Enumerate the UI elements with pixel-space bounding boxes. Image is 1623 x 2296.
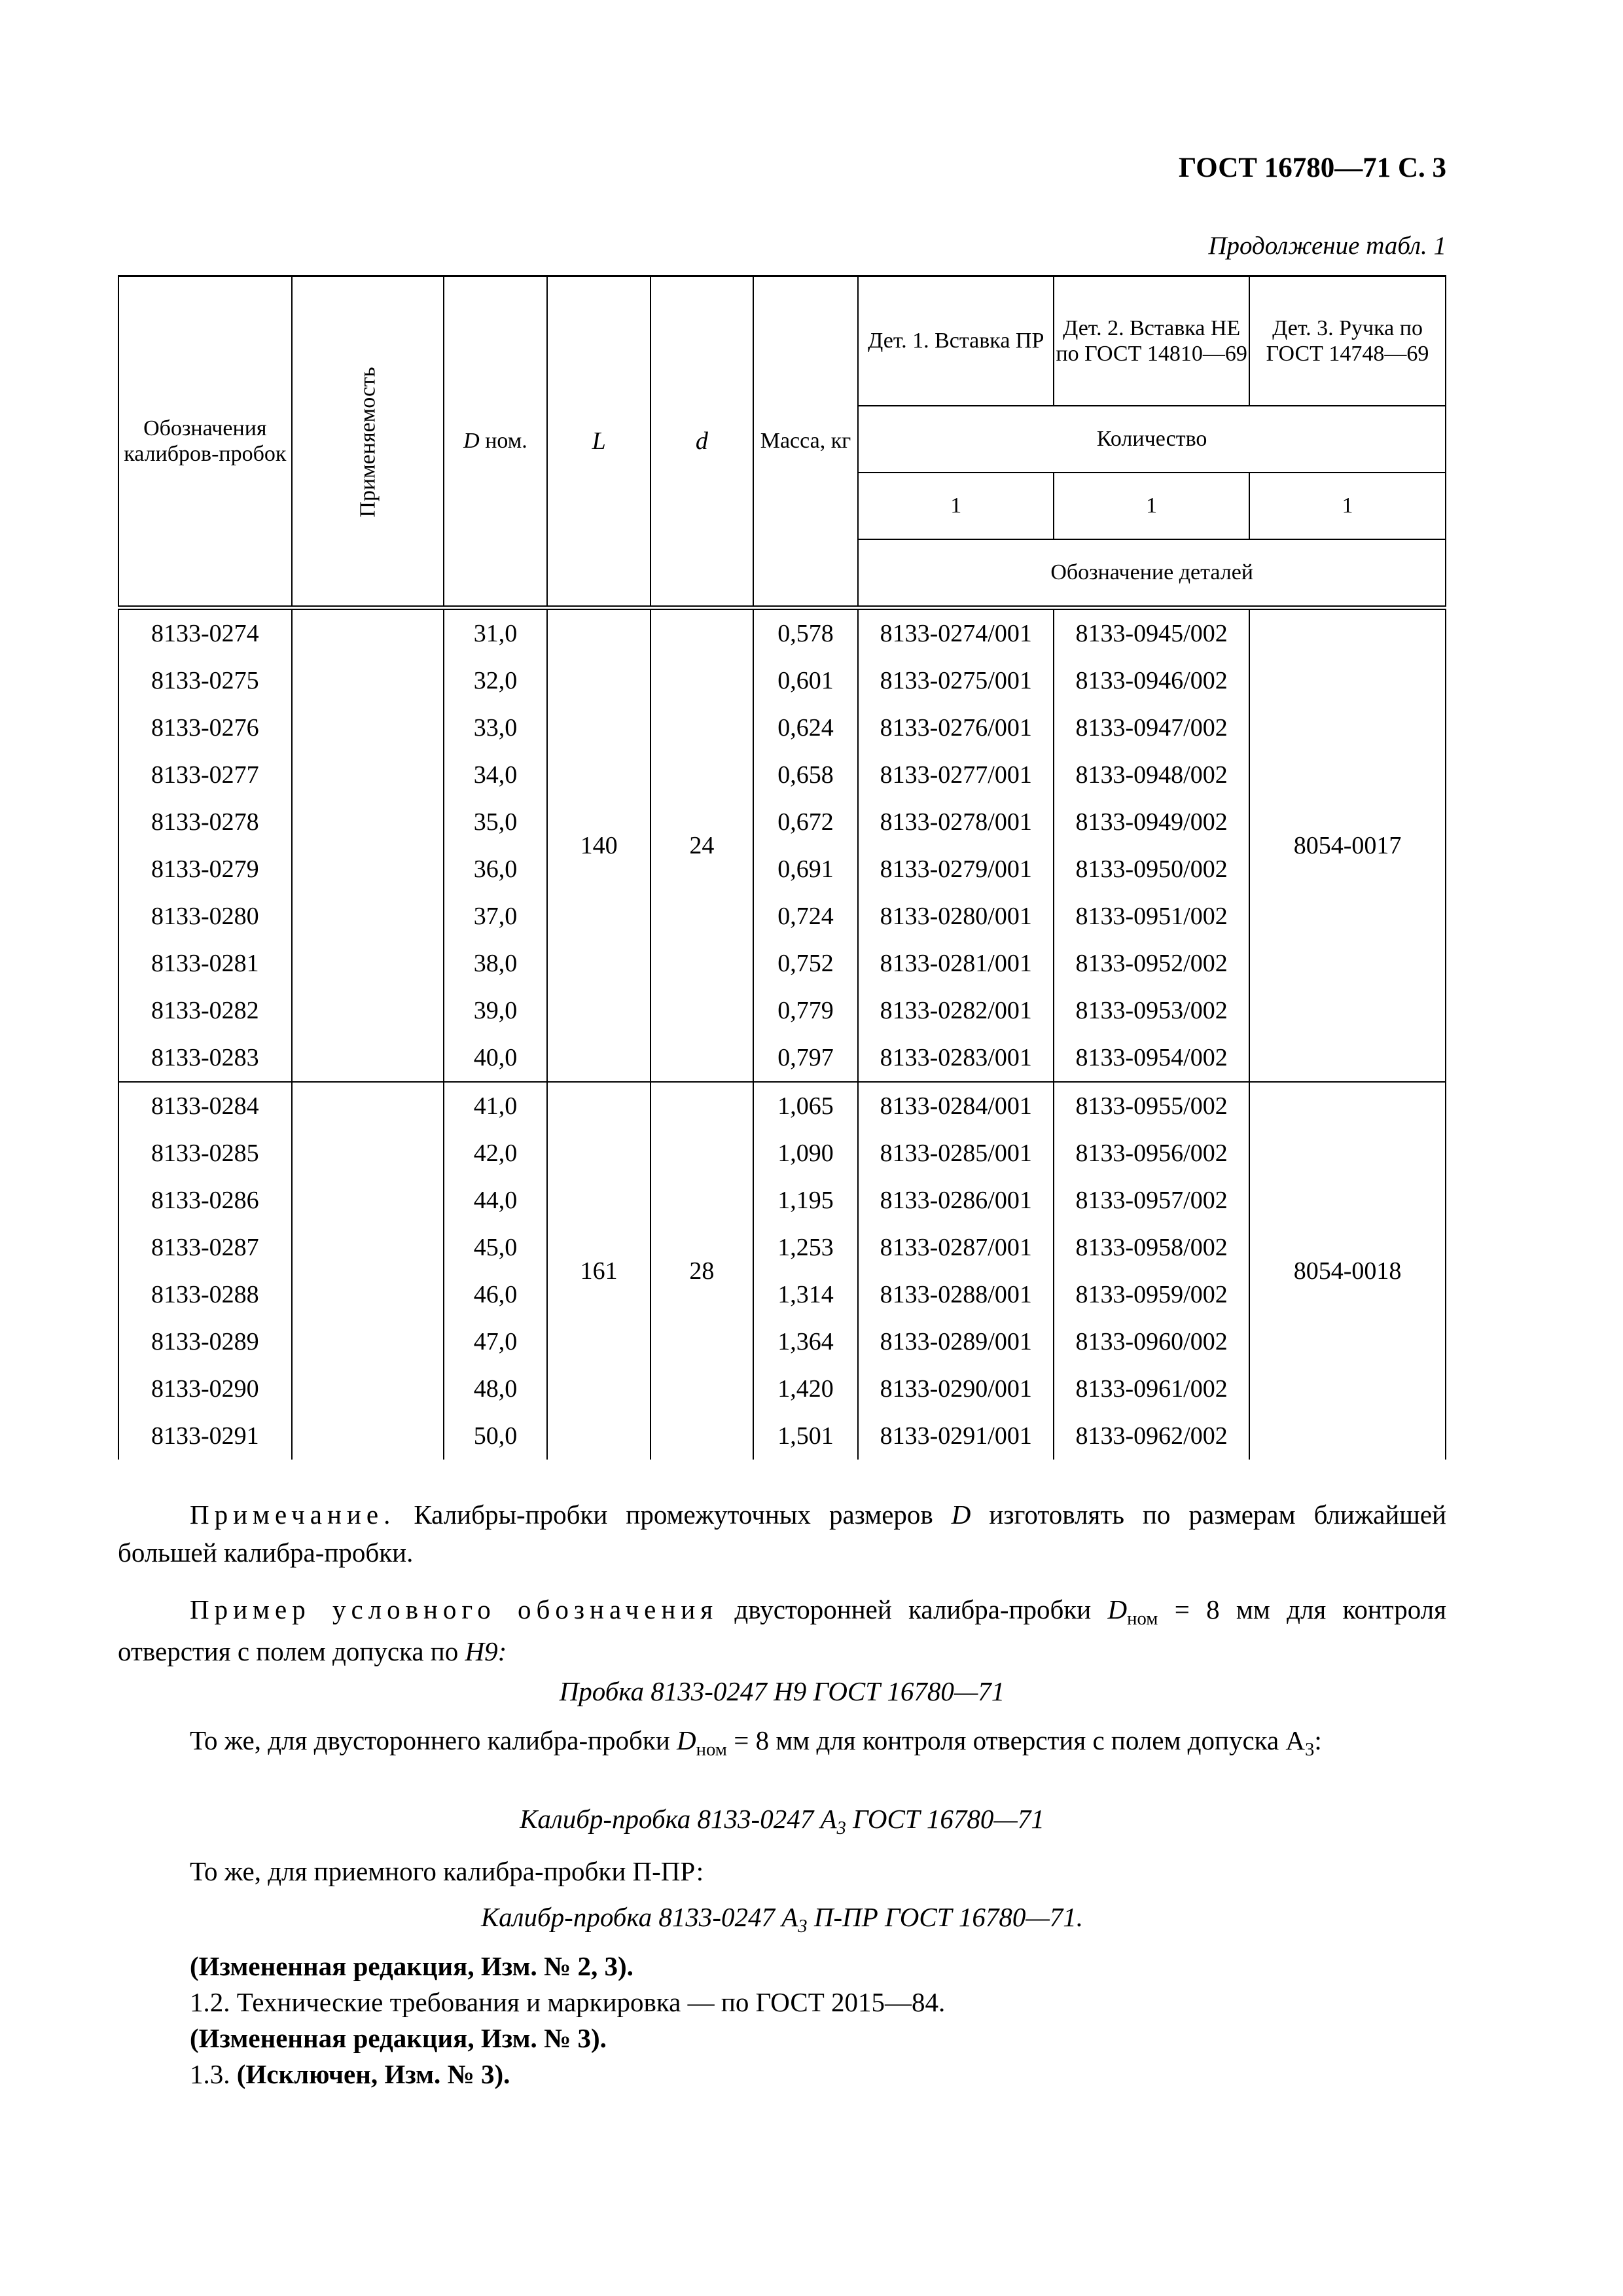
- cell-dnom: 45,0: [444, 1224, 547, 1271]
- calibration-plug-table: [118, 275, 1446, 1460]
- cell-applicability: [292, 1177, 444, 1224]
- cell-applicability: [292, 704, 444, 751]
- cell-dnom: 41,0: [444, 1082, 547, 1130]
- cell-det1: 8133-0274/001: [858, 608, 1054, 658]
- cell-applicability: [292, 1224, 444, 1271]
- cell-dnom: 50,0: [444, 1412, 547, 1460]
- example-label: Пример условного обозначения: [190, 1594, 719, 1624]
- cell-applicability: [292, 1365, 444, 1412]
- cell-det2: 8133-0948/002: [1054, 751, 1249, 798]
- same1-sub2: 3: [1305, 1739, 1315, 1761]
- cell-mass: 0,624: [753, 704, 859, 751]
- header-det1: Дет. 1. Вставка ПР: [858, 276, 1054, 406]
- cell-dnom: 40,0: [444, 1034, 547, 1082]
- revision-note-1: (Измененная редакция, Изм. № 2, 3).: [190, 1951, 633, 1981]
- same1-text-a: То же, для двустороннего калибра-пробки: [190, 1725, 677, 1755]
- cell-det1: 8133-0280/001: [858, 893, 1054, 940]
- cell-applicability: [292, 1318, 444, 1365]
- table-header: [118, 276, 1446, 608]
- cell-applicability: [292, 846, 444, 893]
- cell-d: 24: [651, 608, 753, 1083]
- cell-det2: 8133-0962/002: [1054, 1412, 1249, 1460]
- cell-dnom: 33,0: [444, 704, 547, 751]
- cell-designation: 8133-0289: [118, 1318, 292, 1365]
- cell-det2: 8133-0959/002: [1054, 1271, 1249, 1318]
- cell-det2: 8133-0954/002: [1054, 1034, 1249, 1082]
- cell-dnom: 34,0: [444, 751, 547, 798]
- header-part-designation: Обозначение деталей: [858, 539, 1446, 608]
- same1-sym: D: [677, 1725, 696, 1755]
- cell-mass: 1,501: [753, 1412, 859, 1460]
- cell-mass: 1,065: [753, 1082, 859, 1130]
- header-dnom-symbol: D: [463, 429, 480, 454]
- cell-det2: 8133-0957/002: [1054, 1177, 1249, 1224]
- line3-b: П-ПР ГОСТ 16780—71.: [807, 1902, 1084, 1932]
- cell-det2: 8133-0955/002: [1054, 1082, 1249, 1130]
- same1-text-b: = 8 мм для контроля отверстия с полем допуска А: [726, 1725, 1306, 1755]
- table-row: [118, 1224, 1446, 1271]
- cell-applicability: [292, 987, 444, 1034]
- cell-applicability: [292, 893, 444, 940]
- cell-dnom: 37,0: [444, 893, 547, 940]
- note-text-a: Калибры-пробки промежуточных размеров: [395, 1499, 952, 1530]
- same1-sub: ном: [696, 1739, 727, 1761]
- cell-applicability: [292, 751, 444, 798]
- cell-designation: 8133-0286: [118, 1177, 292, 1224]
- cell-det2: 8133-0946/002: [1054, 657, 1249, 704]
- cell-L: 161: [547, 1082, 651, 1460]
- header-det2: Дет. 2. Вставка НЕ по ГОСТ 14810—69: [1054, 276, 1249, 406]
- note-paragraph: [118, 1496, 1446, 1571]
- example-dnom-sym: D: [1107, 1594, 1128, 1624]
- cell-applicability: [292, 940, 444, 987]
- header-dnom: [444, 276, 547, 608]
- header-d: d: [651, 276, 753, 608]
- cell-designation: 8133-0279: [118, 846, 292, 893]
- cell-det2: 8133-0956/002: [1054, 1130, 1249, 1177]
- table-row: [118, 940, 1446, 987]
- cell-designation: 8133-0288: [118, 1271, 292, 1318]
- table-row: [118, 987, 1446, 1034]
- cell-applicability: [292, 1082, 444, 1130]
- cell-dnom: 31,0: [444, 608, 547, 658]
- table-row: [118, 751, 1446, 798]
- cell-mass: 0,779: [753, 987, 859, 1034]
- cell-designation: 8133-0291: [118, 1412, 292, 1460]
- cell-dnom: 44,0: [444, 1177, 547, 1224]
- cell-dnom: 48,0: [444, 1365, 547, 1412]
- cell-det1: 8133-0276/001: [858, 704, 1054, 751]
- example-field: H9:: [465, 1636, 507, 1666]
- cell-det1: 8133-0288/001: [858, 1271, 1054, 1318]
- cell-mass: 1,253: [753, 1224, 859, 1271]
- table-row: [118, 1130, 1446, 1177]
- cell-applicability: [292, 1271, 444, 1318]
- cell-dnom: 38,0: [444, 940, 547, 987]
- cell-det1: 8133-0291/001: [858, 1412, 1054, 1460]
- table-row: [118, 1365, 1446, 1412]
- table-row: [118, 1177, 1446, 1224]
- header-quantity: Количество: [858, 406, 1446, 473]
- example-line-1: Пробка 8133-0247 H9 ГОСТ 16780—71: [559, 1676, 1005, 1706]
- header-L: L: [547, 276, 651, 608]
- example-text-a: двусторонней калибра-пробки: [718, 1594, 1108, 1624]
- cell-mass: 0,578: [753, 608, 859, 658]
- cell-mass: 0,724: [753, 893, 859, 940]
- table-row: [118, 608, 1446, 658]
- cell-det3: 8054-0018: [1249, 1082, 1446, 1460]
- cell-mass: 0,658: [753, 751, 859, 798]
- header-applicability-text: Применяемость: [355, 367, 380, 518]
- cell-det2: 8133-0953/002: [1054, 987, 1249, 1034]
- header-designation: Обозначения калибров-пробок: [118, 276, 292, 608]
- example-line-2: [118, 1803, 1446, 1839]
- revision-note-2: (Измененная редакция, Изм. № 3).: [190, 2023, 607, 2053]
- cell-det3: 8054-0017: [1249, 608, 1446, 1083]
- cell-mass: 0,601: [753, 657, 859, 704]
- cell-det2: 8133-0945/002: [1054, 608, 1249, 658]
- table-row: [118, 1271, 1446, 1318]
- cell-det1: 8133-0277/001: [858, 751, 1054, 798]
- same-paragraph-1: [118, 1721, 1446, 1763]
- cell-dnom: 35,0: [444, 798, 547, 846]
- cell-det2: 8133-0947/002: [1054, 704, 1249, 751]
- cell-applicability: [292, 1130, 444, 1177]
- cell-applicability: [292, 1034, 444, 1082]
- table-row: [118, 1082, 1446, 1130]
- table-row: [118, 657, 1446, 704]
- cell-det2: 8133-0952/002: [1054, 940, 1249, 987]
- example-paragraph: [118, 1590, 1446, 1670]
- cell-dnom: 42,0: [444, 1130, 547, 1177]
- note-label: Примечание.: [190, 1499, 396, 1530]
- cell-applicability: [292, 1412, 444, 1460]
- cell-designation: 8133-0281: [118, 940, 292, 987]
- table-body: [118, 608, 1446, 1460]
- line2-sub: 3: [836, 1818, 846, 1839]
- cell-dnom: 32,0: [444, 657, 547, 704]
- cell-designation: 8133-0282: [118, 987, 292, 1034]
- cell-mass: 1,364: [753, 1318, 859, 1365]
- cell-mass: 1,090: [753, 1130, 859, 1177]
- table-continuation-label: Продолжение табл. 1: [1208, 232, 1446, 260]
- cell-det2: 8133-0949/002: [1054, 798, 1249, 846]
- header-dnom-suffix: ном.: [479, 429, 527, 454]
- cell-applicability: [292, 608, 444, 658]
- cell-det1: 8133-0285/001: [858, 1130, 1054, 1177]
- cell-det1: 8133-0286/001: [858, 1177, 1054, 1224]
- page-reference: ГОСТ 16780—71 С. 3: [1178, 152, 1446, 183]
- cell-det1: 8133-0289/001: [858, 1318, 1054, 1365]
- example-dnom-sub: ном: [1127, 1608, 1158, 1630]
- table-row: [118, 798, 1446, 846]
- cell-det1: 8133-0290/001: [858, 1365, 1054, 1412]
- cell-det1: 8133-0281/001: [858, 940, 1054, 987]
- cell-applicability: [292, 798, 444, 846]
- cell-dnom: 47,0: [444, 1318, 547, 1365]
- cell-L: 140: [547, 608, 651, 1083]
- line3-sub: 3: [798, 1916, 808, 1937]
- item-1-2-number: 1.2.: [190, 1987, 230, 2017]
- cell-mass: 0,752: [753, 940, 859, 987]
- cell-d: 28: [651, 1082, 753, 1460]
- cell-designation: 8133-0274: [118, 608, 292, 658]
- cell-designation: 8133-0276: [118, 704, 292, 751]
- header-applicability: [292, 276, 444, 608]
- cell-det1: 8133-0282/001: [858, 987, 1054, 1034]
- cell-mass: 1,195: [753, 1177, 859, 1224]
- table-row: [118, 1412, 1446, 1460]
- cell-mass: 0,691: [753, 846, 859, 893]
- cell-det1: 8133-0283/001: [858, 1034, 1054, 1082]
- note-text-b: изготовлять по размерам ближайшей большей калибра-пробки.: [118, 1499, 1446, 1568]
- cell-designation: 8133-0280: [118, 893, 292, 940]
- cell-mass: 1,420: [753, 1365, 859, 1412]
- item-1-3-text: (Исключен, Изм. № 3).: [230, 2059, 510, 2089]
- cell-det1: 8133-0278/001: [858, 798, 1054, 846]
- cell-det2: 8133-0951/002: [1054, 893, 1249, 940]
- item-1-2-text: Технические требования и маркировка — по ГОСТ 2015—84.: [230, 1987, 946, 2017]
- cell-det1: 8133-0287/001: [858, 1224, 1054, 1271]
- table-row: [118, 704, 1446, 751]
- cell-designation: 8133-0278: [118, 798, 292, 846]
- cell-dnom: 39,0: [444, 987, 547, 1034]
- cell-designation: 8133-0277: [118, 751, 292, 798]
- cell-designation: 8133-0283: [118, 1034, 292, 1082]
- table-row: [118, 893, 1446, 940]
- header-det3: Дет. 3. Ручка по ГОСТ 14748—69: [1249, 276, 1446, 406]
- line2-b: ГОСТ 16780—71: [846, 1804, 1044, 1834]
- item-1-3: [190, 2055, 1518, 2093]
- example-line-3: [118, 1901, 1446, 1937]
- cell-det2: 8133-0961/002: [1054, 1365, 1249, 1412]
- header-mass: Масса, кг: [753, 276, 859, 608]
- item-1-3-number: 1.3.: [190, 2059, 230, 2089]
- header-qty-3: 1: [1249, 473, 1446, 539]
- note-var: D: [951, 1499, 971, 1530]
- item-1-2: [190, 1983, 1518, 2021]
- cell-designation: 8133-0285: [118, 1130, 292, 1177]
- cell-applicability: [292, 657, 444, 704]
- line2-a: Калибр-пробка 8133-0247 A: [520, 1804, 837, 1834]
- cell-det1: 8133-0275/001: [858, 657, 1054, 704]
- cell-det2: 8133-0960/002: [1054, 1318, 1249, 1365]
- table-row: [118, 846, 1446, 893]
- cell-det2: 8133-0958/002: [1054, 1224, 1249, 1271]
- cell-det1: 8133-0279/001: [858, 846, 1054, 893]
- table-row: [118, 1034, 1446, 1082]
- cell-det2: 8133-0950/002: [1054, 846, 1249, 893]
- cell-designation: 8133-0284: [118, 1082, 292, 1130]
- cell-designation: 8133-0275: [118, 657, 292, 704]
- same1-end: :: [1314, 1725, 1322, 1755]
- cell-designation: 8133-0290: [118, 1365, 292, 1412]
- line3-a: Калибр-пробка 8133-0247 A: [480, 1902, 798, 1932]
- example-text-b: = 8 мм для контроля отверстия с полем допуска по: [118, 1594, 1447, 1666]
- same-paragraph-2: То же, для приемного калибра-пробки П-ПР:: [190, 1856, 704, 1886]
- header-qty-2: 1: [1054, 473, 1249, 539]
- cell-mass: 0,672: [753, 798, 859, 846]
- cell-dnom: 36,0: [444, 846, 547, 893]
- cell-det1: 8133-0284/001: [858, 1082, 1054, 1130]
- cell-mass: 0,797: [753, 1034, 859, 1082]
- cell-designation: 8133-0287: [118, 1224, 292, 1271]
- header-qty-1: 1: [858, 473, 1054, 539]
- cell-dnom: 46,0: [444, 1271, 547, 1318]
- table-row: [118, 1318, 1446, 1365]
- cell-mass: 1,314: [753, 1271, 859, 1318]
